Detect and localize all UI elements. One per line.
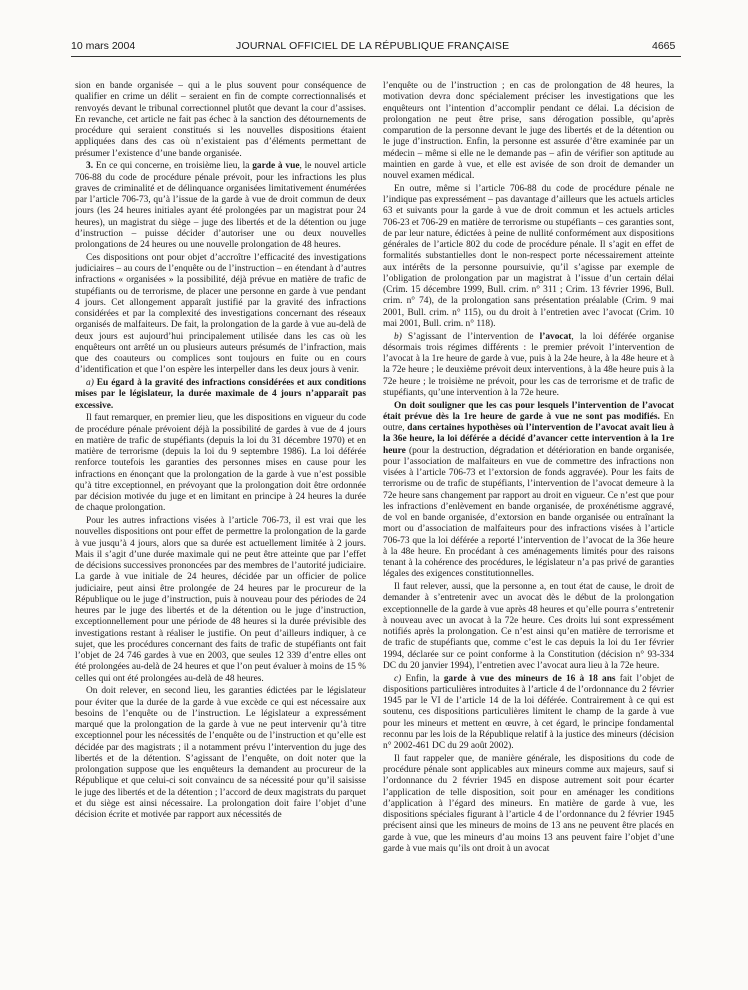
paragraph (383, 332, 674, 400)
paragraph: En outre, même si l’article 706-88 du code de procédure pénale ne l’indique pas expressément – pas davantage d’ailleurs que les actuels articles 63 et suivants pour la garde à vue de droit commun et les actuels articles 706-23 et 706-29 en matière de terrorisme ou stupéfiants – ces garanties sont, de par leur nature, édictées à peine de nullité conformément aux dispositions générales de l’article 802 du code de procédure pénale. Il s’agit en effet de formalités substantielles dont le non-respect porte nécessairement atteinte aux intérêts de la personne poursuivie, qu’il s’agisse par exemple de l’obligation de prolongation par un magistrat à l’issue d’un certain délai (Crim. 15 décembre 1999, Bull. crim. n° 311 ; Crim. 13 février 1996, Bull. crim. n° 74), de la prolongation sans présentation préalable (Crim. 9 mai 2001, Bull. crim. n° 115), ou du droit à l’entretien avec l’avocat (Crim. 10 mai 2001, Bull. crim. n° 118). (383, 183, 674, 329)
journal-title: JOURNAL OFFICIEL DE LA RÉPUBLIQUE FRANÇAISE (236, 40, 510, 52)
paragraph (75, 378, 366, 412)
header-rule (71, 56, 681, 57)
paragraph-lead: 3. (86, 161, 94, 172)
paragraph-text: (pour la destruction, dégradation et détérioration en bande organisée, pour l’association de malfaiteurs en vue de commettre des infractions non visées à l’article 706-73 et l’extorsion de fonds aggravée). Pour les faits de terrorisme ou de trafic de stupéfiants, l’intervention de l’avocat demeure à la 72e heure sans changement par rapport au droit en vigueur. Ce n’est que pour les infractions d’enlèvement en bande organisée, de proxénétisme aggravé, de vol en bande organisée, d’extorsion en bande organisée ou entraînant la mort ou d’association de malfaiteurs pour des infractions visées à l’article 706-73 que la loi déférée a reporté l’intervention de l’avocat de la 36e heure à la 48e heure. En procédant à ces aménagements limités pour des raisons tenant à la cohérence des procédures, le législateur n’a pas privé de garanties légales des exigences constitutionnelles. (383, 445, 674, 580)
paragraph-text: , la loi déférée organise désormais trois régimes différents : le premier prévoit l’intervention de l’avocat à la 1re heure de garde à vue, puis à la 24e heure, à la 48e heure et à la 72e heure ; le deuxième prévoit deux interventions, à la 48e heure puis à la 72e heure ; le troisième ne prévoit, pour les cas de terrorisme et de trafic de stupéfiants, qu’une intervention à la 72e heure. (383, 331, 674, 398)
paragraph-text: , le nouvel article 706-88 du code de procédure pénale prévoit, pour les infractions les plus graves de criminalité et de délinquance organisées limitativement énumérées par l’article 706-73, qu’à l’issue de la garde à vue de droit commun de deux jours (les 24 heures initiales ayant été prolongées par un magistrat pour 24 heures), un magistrat du siège – juge des libertés et de la détention ou juge d’instruction – puisse décider d’autoriser une ou deux nouvelles prolongations de 24 heures ou une nouvelle prolongation de 48 heures. (75, 161, 366, 250)
paragraph: Ces dispositions ont pour objet d’accroître l’efficacité des investigations judiciaires – au cours de l’enquête ou de l’instruction – en étendant à d’autres infractions « organisées » la possibilité, déjà prévue en matière de trafic de stupéfiants ou de terrorisme, de placer une personne en garde à vue pendant 4 jours. Cet allongement apparaît justifié par la gravité des infractions considérées et par la complexité des investigations concernant des réseaux organisés de malfaiteurs. De fait, la prolongation de la garde à vue au-delà de deux jours est aujourd’hui principalement utilisée dans les cas où les enquêteurs ont arrêté un ou plusieurs auteurs présumés de l’infraction, mais que des coauteurs ou complices sont toujours en fuite ou en cours d’identification et que l’on espère les interpeller dans les deux jours à venir. (75, 252, 366, 376)
paragraph (75, 161, 366, 251)
emphasis: garde à vue des mineurs de 16 à 18 ans (443, 673, 616, 684)
paragraph: l’enquête ou de l’instruction ; en cas de prolongation de 48 heures, la motivation devra donc spécialement préciser les investigations que les enquêteurs ont l’intention d’accomplir pendant ce délai. La décision de prolongation ne peut être prise, sans dérogation possible, qu’après comparution de la personne devant le juge des libertés et de la détention ou le juge d’instruction. Enfin, la personne est assurée d’être examinée par un médecin – même si elle ne le demande pas – afin de vérifier son aptitude au maintien en garde à vue, et elle est avisée de son droit de demander un nouvel examen médical. (383, 81, 674, 181)
paragraph-lead: c) (394, 673, 402, 684)
issue-date: 10 mars 2004 (71, 40, 136, 52)
paragraph-text: fait l’objet de dispositions particulières introduites à l’article 4 de l’ordonnance du 2 février 1945 par le VI de l’article 14 de la loi déférée. Contrairement à ce qui est soutenu, ces dispositions particulières limitent le champ de la garde à vue pour les mineurs et mettent en œuvre, à cet égard, le principe fondamental reconnu par les lois de la République relatif à la justice des mineurs (décision n° 2002-461 DC du 29 août 2002). (383, 673, 674, 751)
emphasis: dans certaines hypothèses où l’intervention de l’avocat avait lieu à la 36e heure, la loi déférée a décidé d’avancer cette intervention à la 1re heure (383, 423, 674, 456)
paragraph: On doit relever, en second lieu, les garanties édictées par le législateur pour éviter que la durée de la garde à vue excède ce qui est nécessaire aux besoins de l’enquête ou de l’instruction. Le législateur a expressément marqué que la prolongation de la garde à vue ne peut intervenir qu’à titre exceptionnel pour les nécessités de l’enquête ou de l’instruction et qu’elle est décidée par des magistrats ; il a notamment prévu l’intervention du juge des libertés et de la détention. S’agissant de l’enquête, on doit noter que la prolongation suppose que les enquêteurs la demandent au procureur de la République et que celui-ci soit convaincu de sa nécessité pour qu’il saisisse le juge des libertés et de la détention ; l’accord de deux magistrats du parquet et du siège est ainsi nécessaire. La prolongation doit faire l’objet d’une décision écrite et motivée par rapport aux nécessités de (75, 686, 366, 820)
paragraph-text: En outre, (383, 411, 674, 433)
paragraph-lead: a) (86, 378, 94, 388)
page-header (0, 0, 748, 60)
paragraph: Il faut relever, aussi, que la personne a, en tout état de cause, le droit de demander à s’entretenir avec un avocat dès le début de la prolongation exceptionnelle de la garde à vue après 48 heures et qu’elle pourra s’entretenir à nouveau avec un avocat à la 72e heure. Ces droits lui sont expressément notifiés après la prolongation. Ce n’est ainsi qu’en matière de terrorisme et de trafic de stupéfiants que, comme c’est le cas depuis la loi du 1er février 1994, déclarée sur ce point conforme à la Constitution (décision n° 93-334 DC du 20 janvier 1994), l’entretien avec l’avocat aura lieu à la 72e heure. (383, 582, 674, 671)
paragraph-lead: b) (394, 331, 402, 342)
emphasis: Eu égard à la gravité des infractions considérées et aux conditions mises par le législateur, la durée maximale de 4 jours n’apparaît pas excessive. (75, 378, 366, 411)
paragraph: sion en bande organisée – qui a le plus souvent pour conséquence de qualifier en crime un délit – seraient en fin de compte correctionnalisés et renvoyés devant le tribunal correctionnel plutôt que devant la cour d’assises. En revanche, cet article ne fait pas échec à la sanction des détournements de procédure qui seraient constitués si les nouvelles dispositions étaient appliquées dans des cas où n’existaient pas d’éléments permettant de présumer l’existence d’une bande organisée. (75, 81, 366, 159)
paragraph-text: En ce qui concerne, en troisième lieu, la (93, 161, 253, 172)
page-number: 4665 (652, 40, 676, 52)
paragraph: Il faut remarquer, en premier lieu, que les dispositions en vigueur du code de procédure pénale prévoient déjà la possibilité de gardes à vue de 4 jours en matière de trafic de stupéfiants (depuis la loi du 31 décembre 1970) et en matière de terrorisme (depuis la loi du 9 septembre 1986). La loi déférée renforce toutefois les garanties des personnes mises en cause pour les infractions en énonçant que la prolongation de la garde à vue n’est possible qu’à titre exceptionnel, en prévoyant que la prolongation doit être ordonnée par décision motivée du juge et en limitant en principe à 24 heures la durée de chaque prolongation. (75, 413, 366, 514)
paragraph: Il faut rappeler que, de manière générale, les dispositions du code de procédure pénale sont applicables aux mineurs comme aux majeurs, sauf si l’ordonnance du 2 février 1945 en dispose autrement soit pour écarter l’application de telle disposition, soit pour en aménager les conditions d’application à l’égard des mineurs. En matière de garde à vue, les dispositions spéciales figurant à l’article 4 de l’ordonnance du 2 février 1945 précisent ainsi que les mineurs de moins de 13 ans ne peuvent être placés en garde à vue, que les mineurs d’au moins 13 ans peuvent faire l’objet d’une garde à vue mais qu’ils ont droit à un avocat (383, 753, 674, 854)
paragraph-text: S’agissant de l’intervention de (401, 331, 540, 342)
paragraph (383, 401, 674, 581)
paragraph: Pour les autres infractions visées à l’article 706-73, il est vrai que les nouvelles dispositions ont pour effet de permettre la prolongation de la garde à vue jusqu’à 4 jours, alors que sa durée est actuellement limitée à 2 jours. Mais il s’agit d’une durée maximale qui ne peut être atteinte que par l’effet de décisions successives prononcées par des membres de l’autorité judiciaire. La garde à vue initiale de 24 heures, décidée par un officier de police judiciaire, peut ainsi être prolongée de 24 heures par le procureur de la République ou le juge d’instruction, puis à nouveau pour des périodes de 24 heures par le juge des libertés et de la détention ou le juge d’instruction, exceptionnellement pour une période de 48 heures si la durée prévisible des investigations restant à réaliser le justifie. On peut d’ailleurs indiquer, à ce sujet, que les procédures concernant des faits de trafic de stupéfiants ont fait l’objet de 24 746 gardes à vue en 2003, que seules 12 339 d’entre elles ont été prolongées au-delà de 24 heures et que l’on peut évaluer à moins de 15 % celles qui ont été prolongées au-delà de 48 heures. (75, 516, 366, 684)
right-column (383, 81, 674, 986)
paragraph (383, 674, 674, 753)
emphasis: l’avocat (539, 331, 572, 342)
paragraph-text: Enfin, la (401, 673, 444, 684)
left-column (75, 81, 366, 986)
emphasis: On doit souligner que les cas pour lesquels l’intervention de l’avocat était prévue dès la 1re heure de garde à vue ne sont pas modifiés. (383, 400, 674, 422)
emphasis: garde à vue (252, 161, 300, 172)
